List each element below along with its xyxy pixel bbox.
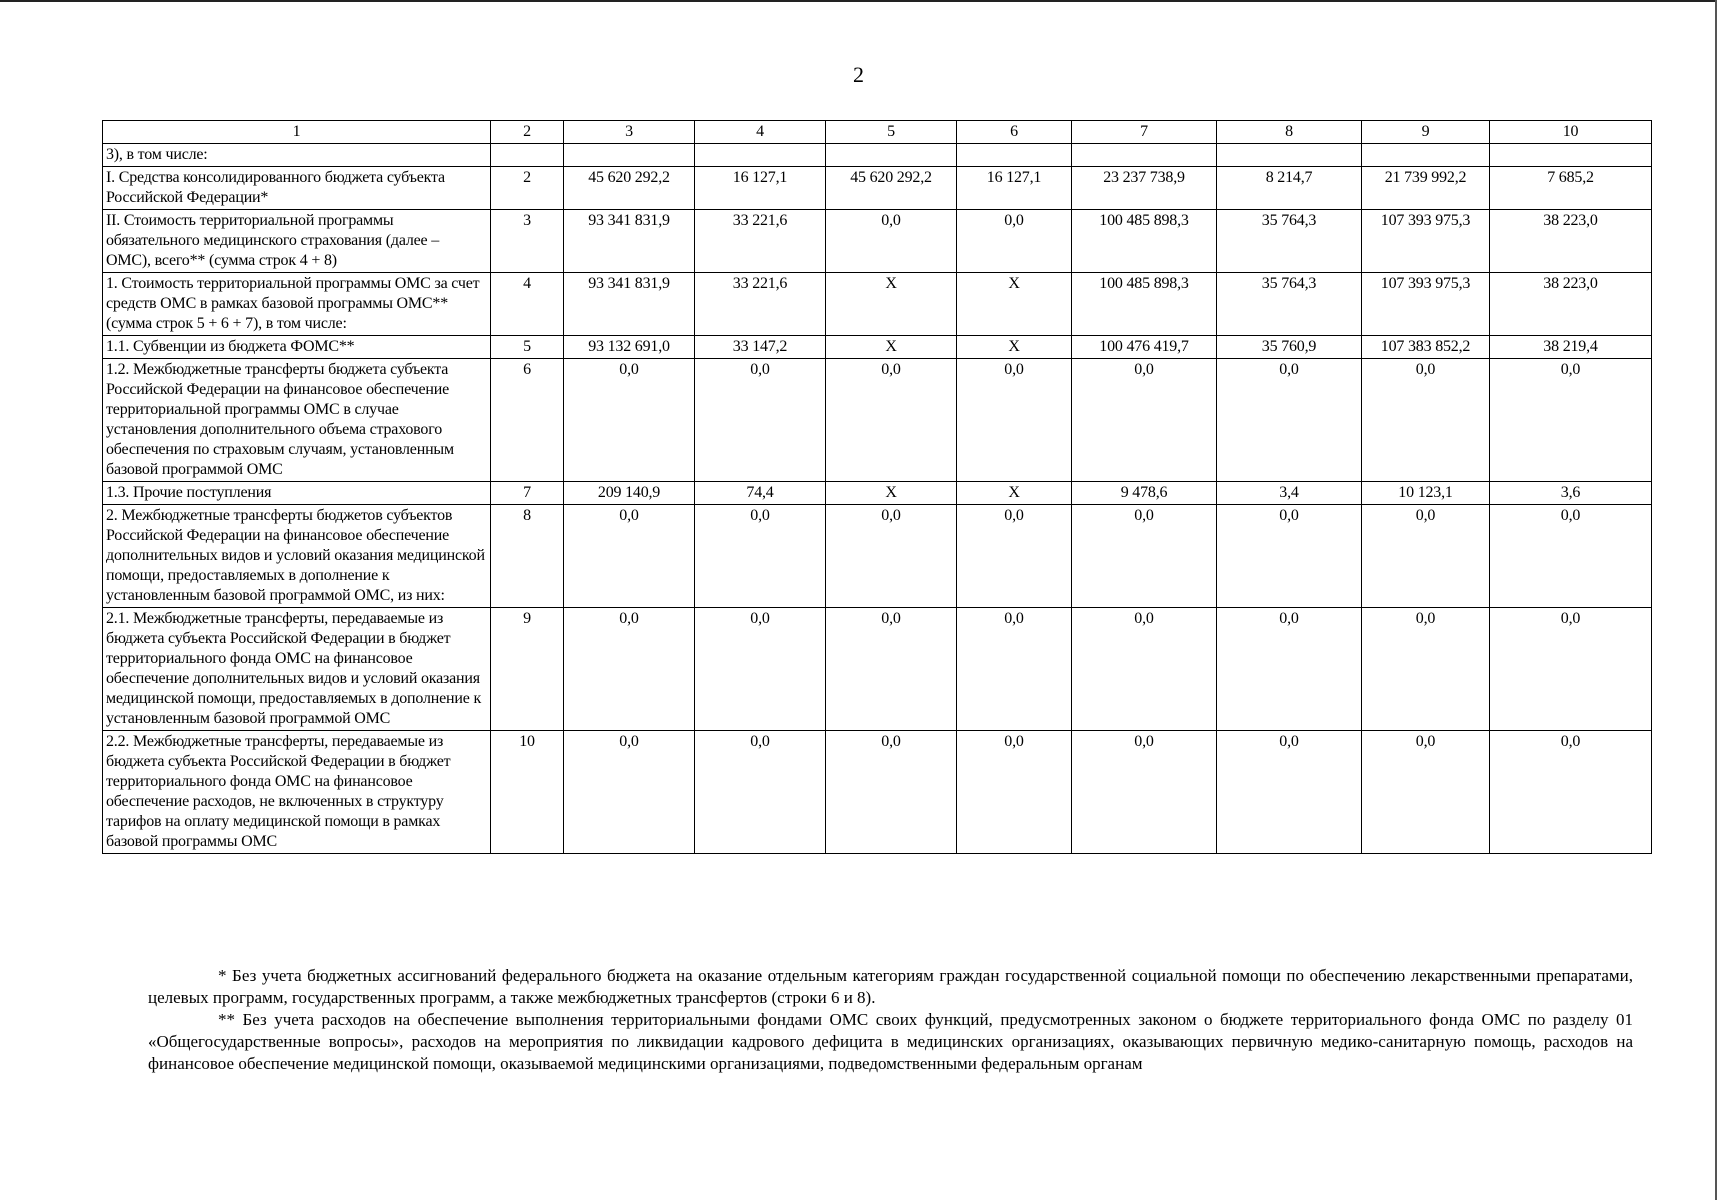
table-cell: 0,0 <box>1490 359 1652 482</box>
table-cell: 0,0 <box>695 608 826 731</box>
table-cell: 100 485 898,3 <box>1072 273 1217 336</box>
table-cell <box>695 144 826 167</box>
row-number <box>491 144 564 167</box>
row-label: 2.1. Межбюджетные трансферты, передаваемые из бюджета субъекта Российской Федерации в бюджет территориального фонда ОМС на финансовое обеспечение дополнительных видов и условий оказания медицинской помощи, предоставляемых в дополнение к установленным базовой программой ОМС <box>103 608 491 731</box>
table-cell: 0,0 <box>1072 731 1217 854</box>
row-number: 9 <box>491 608 564 731</box>
table-row <box>103 336 1652 359</box>
table-cell: 0,0 <box>1217 505 1362 608</box>
table-row <box>103 144 1652 167</box>
table-cell: X <box>826 273 957 336</box>
footnote-1: * Без учета бюджетных ассигнований федерального бюджета на оказание отдельным категориям граждан государственной социальной помощи по обеспечению лекарственными препаратами, целевых программ, государственных программ, а также межбюджетных трансфертов (строки 6 и 8). <box>148 966 1633 1007</box>
footnote-2: ** Без учета расходов на обеспечение выполнения территориальными фондами ОМС своих функций, предусмотренных законом о бюджете территориального фонда ОМС по разделу 01 «Общегосударственные вопросы», расходов на мероприятия по ликвидации кадрового дефицита в медицинских организациях, оказывающих первичную медико-санитарную помощь, расходов на финансовое обеспечение медицинской помощи, оказываемой медицинскими организациями, подведомственными федеральным органам <box>148 1010 1633 1073</box>
table-cell: 33 221,6 <box>695 210 826 273</box>
table-cell: X <box>826 336 957 359</box>
table-cell: 8 214,7 <box>1217 167 1362 210</box>
row-number: 3 <box>491 210 564 273</box>
column-header: 10 <box>1490 121 1652 144</box>
column-header: 7 <box>1072 121 1217 144</box>
table-cell: 0,0 <box>1490 505 1652 608</box>
row-label: I. Средства консолидированного бюджета субъекта Российской Федерации* <box>103 167 491 210</box>
table-cell <box>1072 144 1217 167</box>
column-header: 3 <box>564 121 695 144</box>
table-cell: 0,0 <box>1490 608 1652 731</box>
table-cell: 35 764,3 <box>1217 273 1362 336</box>
scan-border-top <box>0 0 1717 2</box>
table-row <box>103 608 1652 731</box>
table-cell: 107 383 852,2 <box>1362 336 1490 359</box>
table-cell: 93 341 831,9 <box>564 210 695 273</box>
table-cell: 0,0 <box>695 359 826 482</box>
table-row <box>103 505 1652 608</box>
table-cell: 0,0 <box>1362 359 1490 482</box>
table-cell: 0,0 <box>826 608 957 731</box>
table-cell <box>564 144 695 167</box>
table-row <box>103 482 1652 505</box>
table-cell: 3,6 <box>1490 482 1652 505</box>
column-header: 9 <box>1362 121 1490 144</box>
column-header: 5 <box>826 121 957 144</box>
table-cell: 0,0 <box>1490 731 1652 854</box>
table-cell: 209 140,9 <box>564 482 695 505</box>
table-cell: 16 127,1 <box>695 167 826 210</box>
table-cell: 0,0 <box>826 210 957 273</box>
table-cell: 7 685,2 <box>1490 167 1652 210</box>
row-label: 1.2. Межбюджетные трансферты бюджета субъекта Российской Федерации на финансовое обеспечение территориальной программы ОМС в случае установления дополнительного объема страхового обеспечения по страховым случаям, установленным базовой программой ОМС <box>103 359 491 482</box>
table-cell: X <box>826 482 957 505</box>
row-label: 2.2. Межбюджетные трансферты, передаваемые из бюджета субъекта Российской Федерации в бюджет территориального фонда ОМС на финансовое обеспечение расходов, не включенных в структуру тарифов на оплату медицинской помощи в рамках базовой программы ОМС <box>103 731 491 854</box>
table-cell: 0,0 <box>1362 731 1490 854</box>
column-header: 8 <box>1217 121 1362 144</box>
table-cell: 0,0 <box>957 731 1072 854</box>
table-cell: 0,0 <box>957 359 1072 482</box>
column-header: 1 <box>103 121 491 144</box>
row-number: 8 <box>491 505 564 608</box>
row-label: 1.3. Прочие поступления <box>103 482 491 505</box>
table-cell: 107 393 975,3 <box>1362 273 1490 336</box>
footnotes <box>148 965 1633 1075</box>
table-cell: 0,0 <box>1362 608 1490 731</box>
table-cell: 0,0 <box>1217 359 1362 482</box>
table-cell: 9 478,6 <box>1072 482 1217 505</box>
table-cell: 0,0 <box>1362 505 1490 608</box>
table-cell: 0,0 <box>695 505 826 608</box>
row-label: 2. Межбюджетные трансферты бюджетов субъектов Российской Федерации на финансовое обеспечение дополнительных видов и условий оказания медицинской помощи, предоставляемых в дополнение к установленным базовой программой ОМС, из них: <box>103 505 491 608</box>
row-label: 1. Стоимость территориальной программы ОМС за счет средств ОМС в рамках базовой программы ОМС** (сумма строк 5 + 6 + 7), в том числе: <box>103 273 491 336</box>
table-cell: 38 223,0 <box>1490 273 1652 336</box>
row-number: 6 <box>491 359 564 482</box>
table-cell: 100 485 898,3 <box>1072 210 1217 273</box>
table-cell: 10 123,1 <box>1362 482 1490 505</box>
column-header: 2 <box>491 121 564 144</box>
row-label: 1.1. Субвенции из бюджета ФОМС** <box>103 336 491 359</box>
table-header-row <box>103 121 1652 144</box>
row-number: 7 <box>491 482 564 505</box>
row-label: II. Стоимость территориальной программы обязательного медицинского страхования (далее – ОМС), всего** (сумма строк 4 + 8) <box>103 210 491 273</box>
table-cell <box>826 144 957 167</box>
table-row <box>103 210 1652 273</box>
table-cell: 38 223,0 <box>1490 210 1652 273</box>
table-cell: 35 760,9 <box>1217 336 1362 359</box>
table-cell: 45 620 292,2 <box>564 167 695 210</box>
table-cell: 0,0 <box>1217 608 1362 731</box>
page-number: 2 <box>853 62 864 87</box>
table-cell: 93 132 691,0 <box>564 336 695 359</box>
table-cell: 21 739 992,2 <box>1362 167 1490 210</box>
row-number: 2 <box>491 167 564 210</box>
table-cell: 0,0 <box>826 731 957 854</box>
table-row <box>103 359 1652 482</box>
table-cell: X <box>957 273 1072 336</box>
table-cell: 33 147,2 <box>695 336 826 359</box>
table-cell: 38 219,4 <box>1490 336 1652 359</box>
table-cell: 0,0 <box>1072 608 1217 731</box>
table-cell <box>1362 144 1490 167</box>
table-cell: 0,0 <box>564 359 695 482</box>
table-cell: 45 620 292,2 <box>826 167 957 210</box>
table-cell: 35 764,3 <box>1217 210 1362 273</box>
table-cell: 0,0 <box>826 505 957 608</box>
table-cell: 0,0 <box>957 505 1072 608</box>
table-cell: 0,0 <box>826 359 957 482</box>
table-cell: 107 393 975,3 <box>1362 210 1490 273</box>
table-cell: 33 221,6 <box>695 273 826 336</box>
column-header: 4 <box>695 121 826 144</box>
row-number: 10 <box>491 731 564 854</box>
table-cell: 0,0 <box>1072 505 1217 608</box>
table-cell: 0,0 <box>564 505 695 608</box>
table-cell: 100 476 419,7 <box>1072 336 1217 359</box>
table-cell: 93 341 831,9 <box>564 273 695 336</box>
column-header: 6 <box>957 121 1072 144</box>
table-row <box>103 731 1652 854</box>
row-number: 5 <box>491 336 564 359</box>
table-cell: 0,0 <box>564 608 695 731</box>
table-cell: 0,0 <box>957 210 1072 273</box>
table-cell: 74,4 <box>695 482 826 505</box>
table-cell <box>1217 144 1362 167</box>
table-cell: 3,4 <box>1217 482 1362 505</box>
table-cell <box>957 144 1072 167</box>
row-number: 4 <box>491 273 564 336</box>
table-cell: 0,0 <box>564 731 695 854</box>
table-row <box>103 273 1652 336</box>
table-cell: 0,0 <box>1072 359 1217 482</box>
table-cell: 0,0 <box>695 731 826 854</box>
row-label: 3), в том числе: <box>103 144 491 167</box>
table-cell <box>1490 144 1652 167</box>
budget-table <box>102 120 1652 854</box>
table-row <box>103 167 1652 210</box>
table-cell: 0,0 <box>1217 731 1362 854</box>
table-cell: X <box>957 482 1072 505</box>
table-cell: 16 127,1 <box>957 167 1072 210</box>
table-cell: X <box>957 336 1072 359</box>
table-cell: 0,0 <box>957 608 1072 731</box>
table-cell: 23 237 738,9 <box>1072 167 1217 210</box>
